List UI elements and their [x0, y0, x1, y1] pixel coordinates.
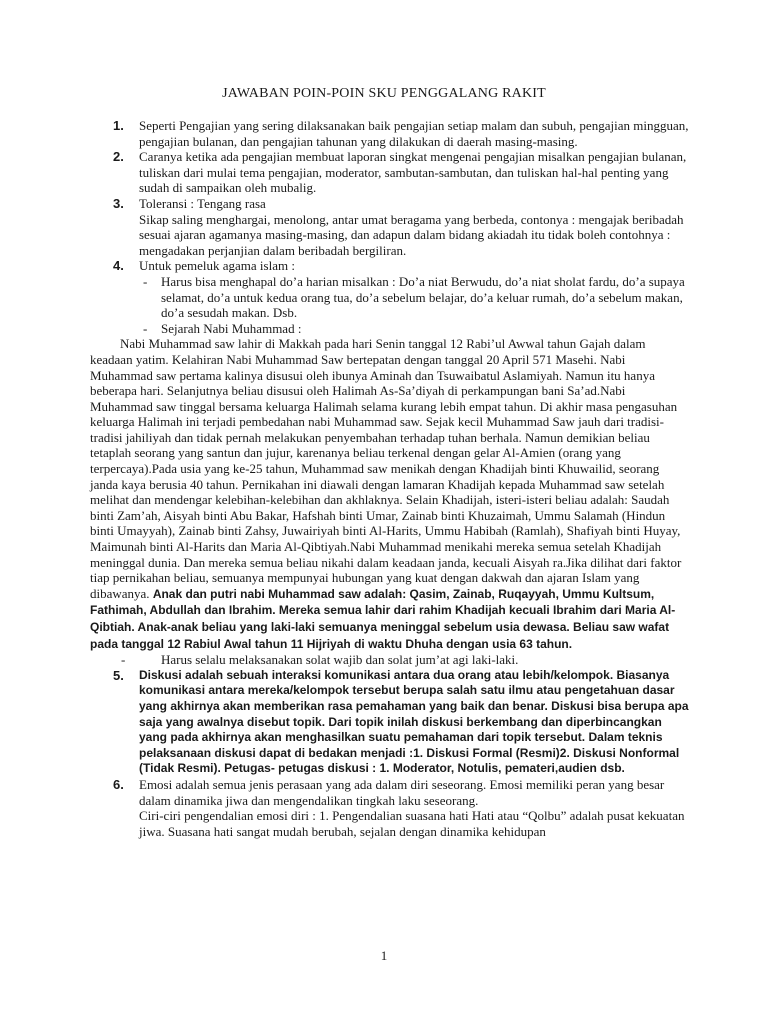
item-text: Caranya ketika ada pengajian membuat laporan singkat mengenai pengajian misalkan pengajian bulanan, tuliskan dari mulai tema pengajian, moderator, sambutan-sambutan, dan tuliskan hal-hal penting yang sudah di sampaikan oleh mubalig.: [139, 149, 687, 196]
item-text: Sikap saling menghargai, menolong, antar umat beragama yang berbeda, contonya : mengajak beribadah sesuai ajaran agamanya masing-masing, dan adapun dalam bidang akiadah itu tidak boleh contohnya : mengadakan perjanjian dalam beribadah bergiliran.: [139, 211, 684, 258]
sub-item-text: Harus selalu melaksanakan solat wajib dan solat jum’at agi laki-laki.: [161, 652, 519, 668]
item-text: Diskusi adalah sebuah interaksi komunikasi antara dua orang atau lebih/kelompok. Biasanya komunikasi antara mereka/kelompok tersebut berupa salah satu ilmu atau pengetahuan dasar yang akhirnya akan memberikan rasa pemahaman yang baik dan benar. Diskusi bisa berupa apa saja yang awalnya disebut topik. Dari topik inilah diskusi berkembang dan diperbincangkan yang pada akhirnya akan menghasilkan suatu pemahaman dari topik tersebut. Dalam teknis pelaksanaan diskusi dapat di bedakan menjadi :1. Diskusi Formal (Resmi)2. Diskusi Nonformal (Tidak Resmi). Petugas- petugas diskusi : 1. Moderator, Notulis, pemateri,audien dsb.: [139, 667, 689, 776]
dash-bullet: -: [121, 652, 126, 668]
list-item-3: [90, 196, 690, 258]
item-text: Emosi adalah semua jenis perasaan yang ada dalam diri seseorang. Emosi memiliki peran yang besar dalam dinamika jiwa dan mengendalikan tingkah laku seseorang.: [139, 776, 665, 808]
list-item-1: [90, 118, 690, 149]
item-text-continued: Ciri-ciri pengendalian emosi diri : 1. Pengendalian suasana hati Hati atau “Qolbu” adalah pusat kekuatan jiwa. Suasana hati sangat mudah berubah, sejalan dengan dinamika kehidupan: [139, 808, 685, 839]
item-heading: Untuk pemeluk agama islam :: [139, 258, 295, 274]
history-paragraph: [90, 336, 690, 652]
sub-item-sejarah: [139, 321, 690, 337]
list-item-2: [90, 149, 690, 196]
item-number: 1.: [113, 118, 124, 133]
list-item-6: [90, 777, 690, 839]
item-number: 2.: [113, 149, 124, 165]
item-text: Seperti Pengajian yang sering dilaksanakan baik pengajian setiap malam dan subuh, pengajian mingguan, pengajian bulanan, dan pengajian tahunan yang dilakukan di daerah masing-masing.: [139, 118, 689, 149]
dash-bullet: -: [143, 273, 148, 289]
sub-item-text: Harus bisa menghapal do’a harian misalkan : Do’a niat Berwudu, do’a niat sholat fardu, do’a supaya selamat, do’a untuk kedua orang tua, do’a sebelum belajar, do’a keluar rumah, do’a sebelum makan, do’a sesudah makan. Dsb.: [161, 273, 685, 321]
list-item-4: [90, 258, 690, 336]
item-number: 6.: [113, 776, 124, 792]
item-number: 5.: [113, 667, 124, 683]
history-bold-text: Anak dan putri nabi Muhammad saw adalah: Qasim, Zainab, Ruqayyah, Ummu Kultsum, Fathimah, Abdullah dan Ibrahim. Mereka semua lahir dari rahim Khadijah kecuali Ibrahim dari Maria Al-Qibtiah. Anak-anak beliau yang laki-laki semuanya meninggal sebelum usia dewasa. Beliau saw wafat pada tanggal 12 Rabiul Awal tahun 11 Hijriyah di waktu Dhuha dengan usia 63 tahun.: [90, 586, 676, 651]
page-number: 1: [380, 948, 388, 963]
history-text: Nabi Muhammad saw lahir di Makkah pada hari Senin tanggal 12 Rabi’ul Awwal tahun Gajah dalam keadaan yatim. Kelahiran Nabi Muhammad Saw bertepatan dengan tanggal 20 April 571 Masehi. Nabi Muhammad saw pertama kalinya disusui oleh ibunya Aminah dan Tsuwaibatul Aslamiyah. Namun itu hanya beberapa hari. Selanjutnya beliau disusui oleh Halimah As-Sa’diyah di perkampungan bani Sa’ad.Nabi Muhammad saw tinggal bersama keluarga Halimah selama kurang lebih empat tahun. Di akhir masa pengasuhan keluarga Halimah ini terjadi pembedahan nabi Muhammad saw. Sejak kecil Muhammad Saw jauh dari tradisi-tradisi jahiliyah dan tidak pernah melakukan penyembahan terhadap tuhan berhala. Namun demikian beliau tetaplah seorang yang santun dan jujur, karenanya beliau terkenal dengan gelar Al-Amien (orang yang terpercaya).Pada usia yang ke-25 tahun, Muhammad saw menikah dengan Khadijah binti Khuwailid, seorang janda kaya berusia 40 tahun. Pernikahan ini diawali dengan lamaran Khadijah kepada Muhammad saw setelah melihat dan mendengar kelebihan-kelebihan dan akhlaknya. Selain Khadijah, isteri-isteri beliau adalah: Saudah binti Zam’ah, Aisyah binti Abu Bakar, Hafshah binti Umar, Zainab binti Khuzaimah, Ummu Salamah (Hindun binti Umayyah), Zainab binti Zahsy, Juwairiyah binti Al-Harits, Ummu Habibah (Ramlah), Shafiyah binti Huyay, Maimunah binti Al-Harits dan Maria Al-Qibtiyah.Nabi Muhammad menikahi mereka semua setelah Khadijah meninggal dunia. Dan mereka semua beliau nikahi dalam keadaan janda, kecuali Aisyah ra.Jika dilihat dari faktor tiap pernikahan beliau, semuanya mempunyai hubungan yang kuat dengan dakwah dan ajaran Islam yang dibawanya.: [90, 336, 682, 601]
sub-item-doa: [139, 274, 690, 321]
dash-bullet: -: [143, 320, 148, 336]
sub-item-text: Sejarah Nabi Muhammad :: [161, 320, 302, 336]
document-title: JAWABAN POIN-POIN SKU PENGGALANG RAKIT: [222, 86, 546, 101]
list-item-5: [90, 668, 690, 777]
document-body: [90, 118, 690, 839]
item-number: 4.: [113, 258, 124, 274]
item-heading: Toleransi : Tengang rasa: [139, 195, 266, 211]
item-number: 3.: [113, 195, 124, 211]
sub-item-solat: [90, 652, 690, 668]
